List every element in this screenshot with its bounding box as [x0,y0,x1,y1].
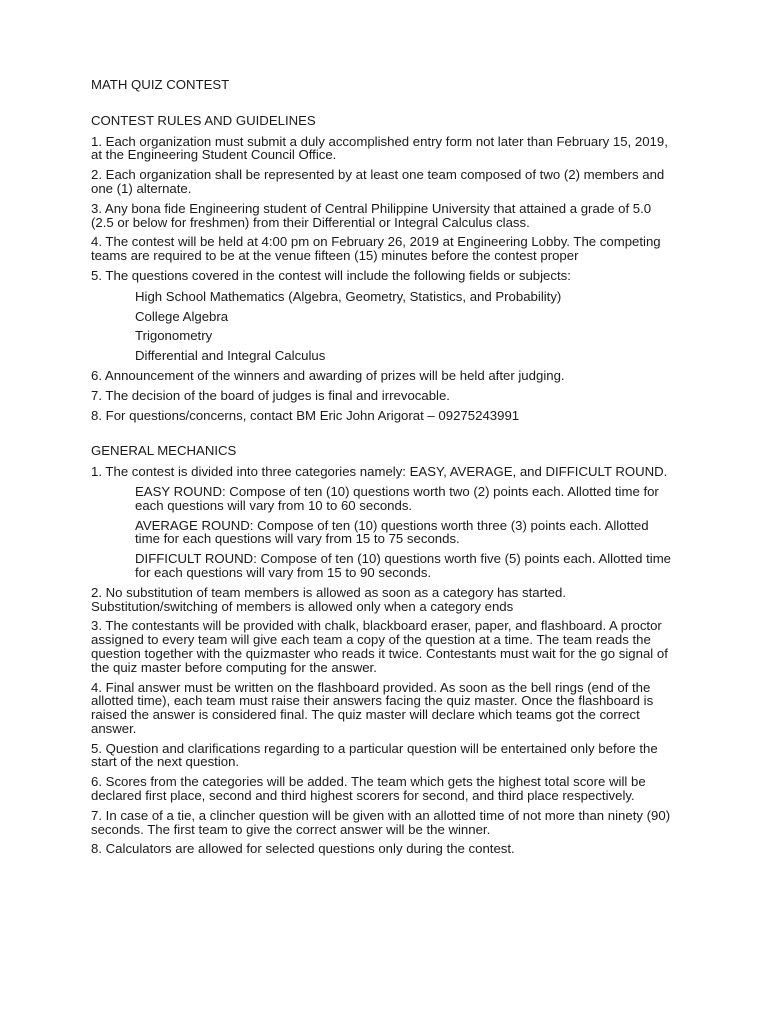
subject-item: Differential and Integral Calculus [135,348,326,364]
rule-item-8: 8. For questions/concerns, contact BM Eric John Arigorat – 09275243991 [91,407,520,423]
mechanics-item-8: 8. Calculators are allowed for selected questions only during the contest. [91,841,515,857]
rule-item-1: 1. Each organization must submit a duly accomplished entry form not later than February 15, 2019, at the Engineering Student Council Office. [91,133,668,163]
rule-item-3: 3. Any bona fide Engineering student of Central Philippine University that attained a grade of 5.0 (2.5 or below for freshmen) from their Differential or Integral Calculus class. [91,200,652,230]
mechanics-item-7: 7. In case of a tie, a clincher question will be given with an allotted time of not more than ninety (90) seconds. The first team to give the correct answer will be the winner. [91,807,671,837]
section-gap [91,428,676,444]
round-difficult: DIFFICULT ROUND: Compose of ten (10) questions worth five (5) points each. Allotted time for each questions will vary from 15 to 90 seconds. [135,551,672,580]
rules-heading: CONTEST RULES AND GUIDELINES [91,112,316,128]
document-title: MATH QUIZ CONTEST [91,77,230,92]
mechanics-item-6: 6. Scores from the categories will be added. The team which gets the highest total score will be declared first place, second and third highest scorers for second, and third place respectively. [91,774,646,804]
mechanics-item-2: 2. No substitution of team members is allowed as soon as a category has started. Substitution/switching of members is allowed only when a category ends [91,584,566,614]
rule-item-2: 2. Each organization shall be represented by at least one team composed of two (2) members and one (1) alternate. [91,167,665,196]
rule-item-5: 5. The questions covered in the contest will include the following fields or subjects: [91,267,571,283]
mechanics-item-3: 3. The contestants will be provided with chalk, blackboard eraser, paper, and flashboard. A proctor assigned to every team will give each team a copy of the question at a time. The team reads the question together with the quizmaster who reads it twice. Contestants must wait for the go signal of the quiz master before computing for the answer. [91,618,668,675]
rule-item-7: 7. The decision of the board of judges is final and irrevocable. [91,387,450,403]
round-easy: EASY ROUND: Compose of ten (10) questions worth two (2) points each. Allotted time for each questions will vary from 10 to 60 seconds. [135,483,659,513]
mechanics-item-4: 4. Final answer must be written on the flashboard provided. As soon as the bell rings (end of the allotted time), each team must raise their answers facing the quiz master. Once the flashboard is raised the answer is considered final. The quiz master will declare which teams got the correct answer. [91,679,654,736]
mechanics-item-5: 5. Question and clarifications regarding to a particular question will be entertained only before the start of the next question. [91,740,658,770]
subject-item: College Algebra [135,308,229,324]
round-average: AVERAGE ROUND: Compose of ten (10) questions worth three (3) points each. Allotted time for each questions will vary from 15 to 75 seconds. [135,517,649,547]
subject-item: Trigonometry [135,328,213,344]
rule-item-6: 6. Announcement of the winners and awarding of prizes will be held after judging. [91,367,565,383]
mechanics-heading: GENERAL MECHANICS [91,443,237,459]
subject-item: High School Mathematics (Algebra, Geometry, Statistics, and Probability) [135,288,562,304]
mechanics-item-1: 1. The contest is divided into three categories namely: EASY, AVERAGE, and DIFFICULT ROUND. [91,464,668,480]
rule-item-4: 4. The contest will be held at 4:00 pm on February 26, 2019 at Engineering Lobby. The competing teams are required to be at the venue fifteen (15) minutes before the contest proper [91,234,661,264]
subject-list [91,289,676,363]
